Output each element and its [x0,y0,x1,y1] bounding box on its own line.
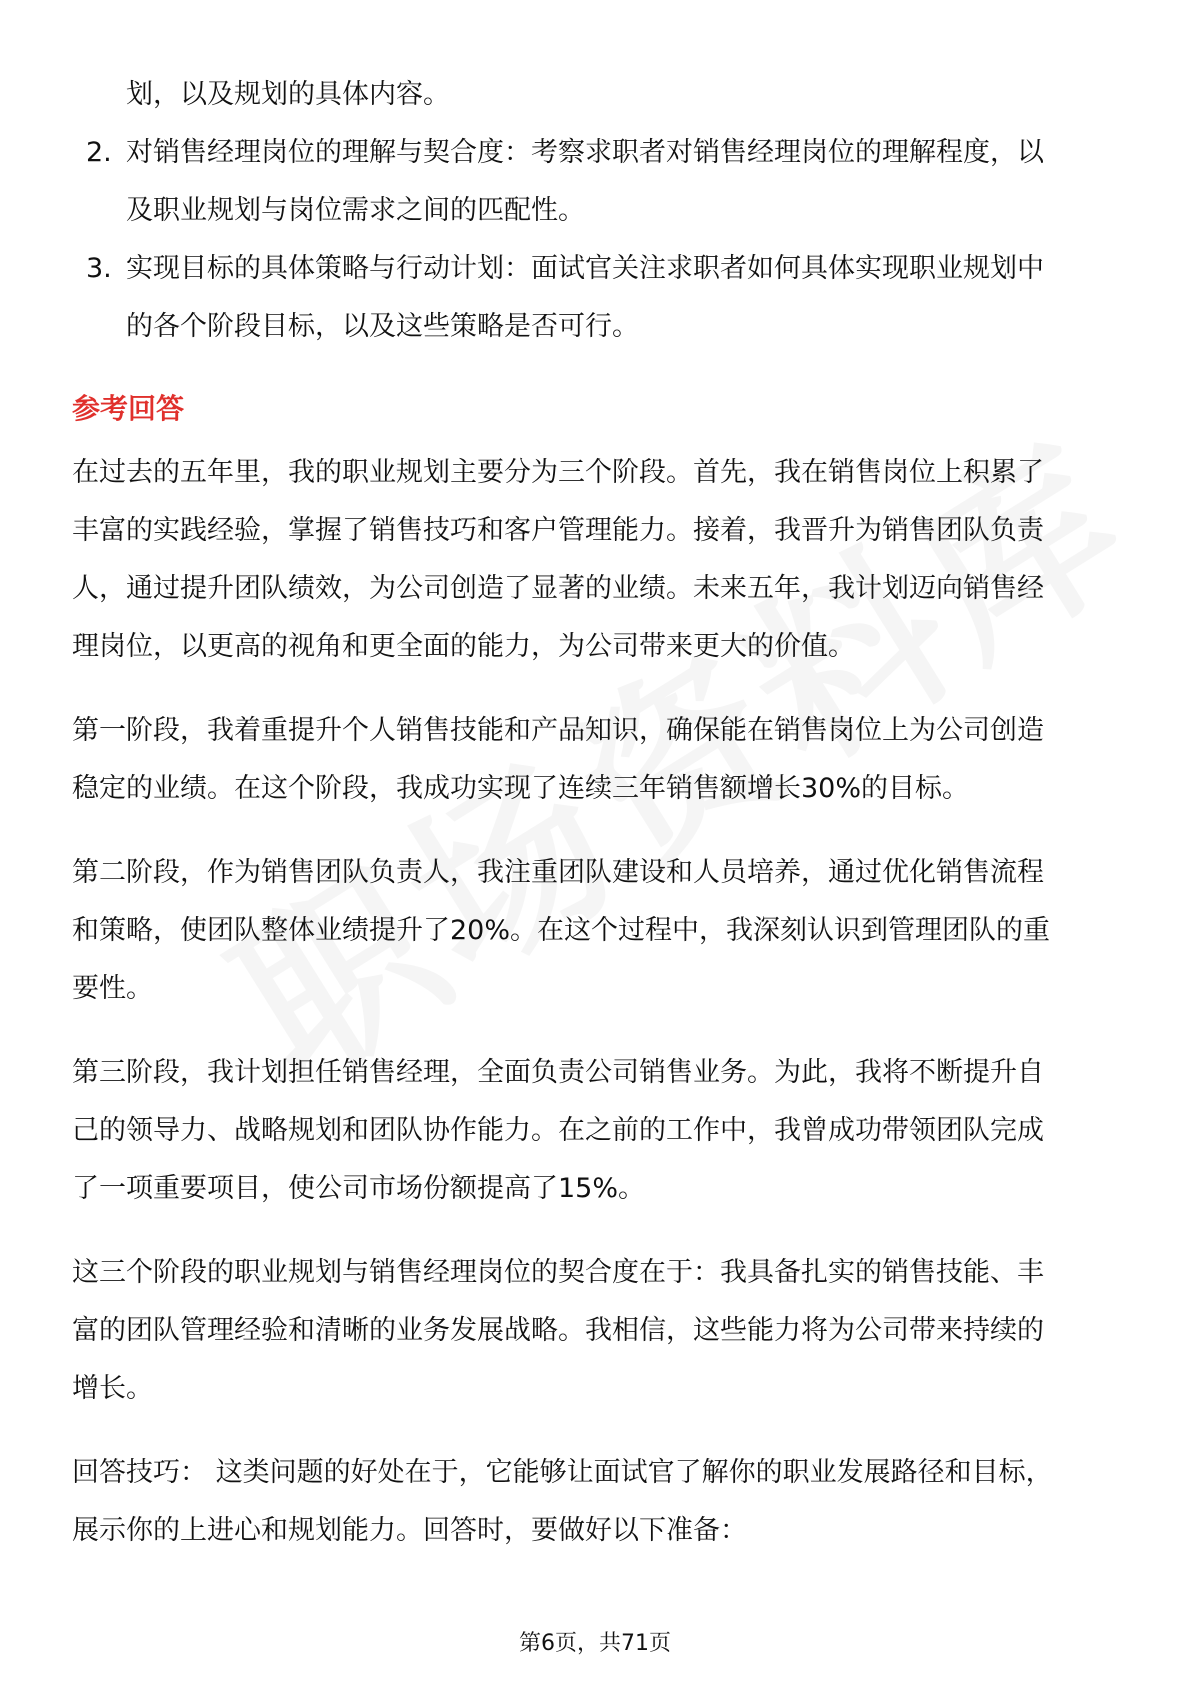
paragraph-line: 了一项重要项目，使公司市场份额提高了15%。 [72,1173,646,1204]
paragraph-line: 第一阶段，我着重提升个人销售技能和产品知识，确保能在销售岗位上为公司创造 [72,715,1044,746]
paragraph-line: 人，通过提升团队绩效，为公司创造了显著的业绩。未来五年，我计划迈向销售经 [72,573,1044,604]
paragraph-stage-3 [72,1044,1122,1218]
list-item-continuation [72,66,1122,124]
page-number-footer: 第6页，共71页 [519,1631,671,1656]
list-number: 2. [86,137,112,168]
paragraph-line: 要性。 [72,973,153,1004]
paragraph-line: 丰富的实践经验，掌握了销售技巧和客户管理能力。接着，我晋升为销售团队负责 [72,515,1044,546]
paragraph-line: 和策略，使团队整体业绩提升了20%。在这个过程中，我深刻认识到管理团队的重 [72,915,1051,946]
paragraph-tips [72,1444,1122,1560]
list-line: 实现目标的具体策略与行动计划：面试官关注求职者如何具体实现职业规划中 [126,253,1044,284]
list-number: 3. [86,253,112,284]
list-line: 及职业规划与岗位需求之间的匹配性。 [126,195,585,226]
paragraph-line: 第二阶段，作为销售团队负责人，我注重团队建设和人员培养，通过优化销售流程 [72,857,1044,888]
paragraph-fit [72,1244,1122,1418]
paragraph-line: 增长。 [72,1373,153,1404]
list-line: 划，以及规划的具体内容。 [126,79,450,110]
list-line: 的各个阶段目标，以及这些策略是否可行。 [126,311,639,342]
paragraph-line: 展示你的上进心和规划能力。回答时，要做好以下准备： [72,1515,747,1546]
paragraph-line: 稳定的业绩。在这个阶段，我成功实现了连续三年销售额增长30%的目标。 [72,773,970,804]
paragraph-line: 富的团队管理经验和清晰的业务发展战略。我相信，这些能力将为公司带来持续的 [72,1315,1044,1346]
paragraph-intro [72,444,1122,676]
paragraph-stage-1 [72,702,1122,818]
paragraph-line: 在过去的五年里，我的职业规划主要分为三个阶段。首先，我在销售岗位上积累了 [72,457,1044,488]
paragraph-line: 这三个阶段的职业规划与销售经理岗位的契合度在于：我具备扎实的销售技能、丰 [72,1257,1044,1288]
paragraph-line: 回答技巧： 这类问题的好处在于，它能够让面试官了解你的职业发展路径和目标， [72,1457,1053,1488]
paragraph-line: 己的领导力、战略规划和团队协作能力。在之前的工作中，我曾成功带领团队完成 [72,1115,1044,1146]
paragraph-stage-2 [72,844,1122,1018]
list-line: 对销售经理岗位的理解与契合度：考察求职者对销售经理岗位的理解程度，以 [126,137,1044,168]
list-item-3 [72,240,1122,356]
paragraph-line: 理岗位，以更高的视角和更全面的能力，为公司带来更大的价值。 [72,631,855,662]
page-content [72,66,1122,1586]
list-item-2 [72,124,1122,240]
paragraph-line: 第三阶段，我计划担任销售经理，全面负责公司销售业务。为此，我将不断提升自 [72,1057,1044,1088]
section-title: 参考回答 [72,392,185,425]
